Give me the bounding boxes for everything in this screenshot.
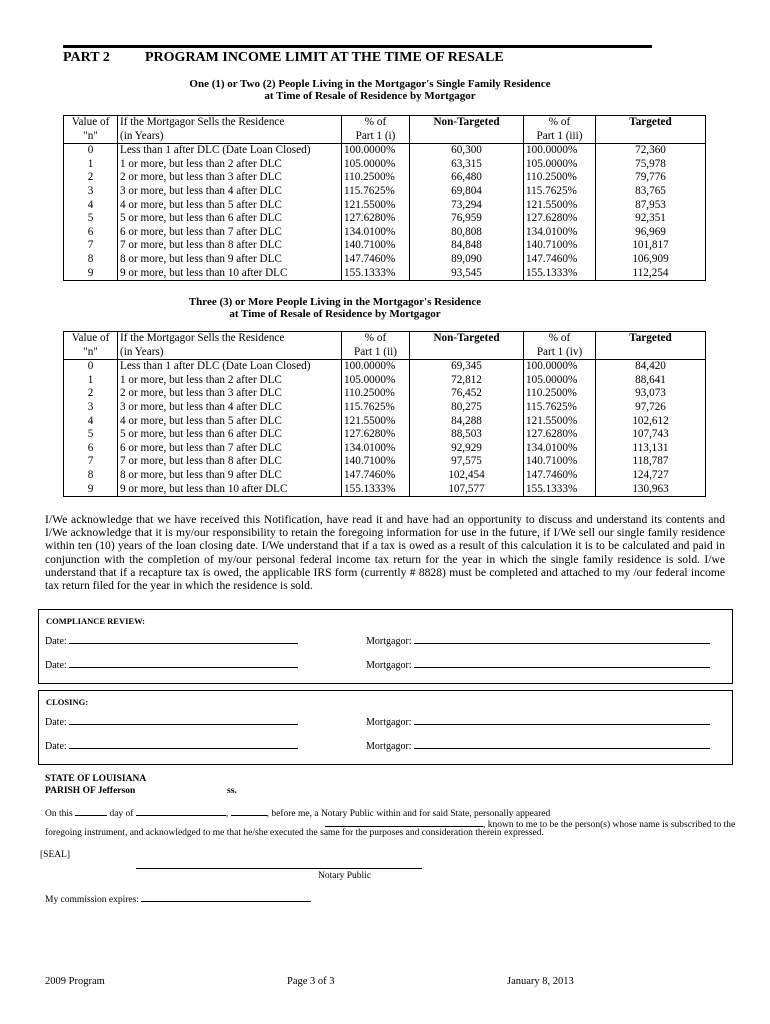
cell-period: 8 or more, but less than 9 after DLC (118, 469, 342, 483)
cell-period: 5 or more, but less than 6 after DLC (118, 212, 342, 226)
cell-n: 3 (64, 185, 118, 199)
cell-targeted: 113,131 (596, 442, 706, 456)
cell-targeted: 75,978 (596, 158, 706, 172)
cell-pct2: 121.5500% (524, 415, 596, 429)
part-heading (63, 50, 504, 66)
cell-period: 6 or more, but less than 7 after DLC (118, 226, 342, 240)
cell-period: 3 or more, but less than 4 after DLC (118, 185, 342, 199)
table-row (64, 415, 706, 429)
compliance-mortgagor-1-field[interactable] (414, 634, 710, 644)
cell-period: 7 or more, but less than 8 after DLC (118, 455, 342, 469)
cell-targeted: 84,420 (596, 360, 706, 374)
closing-mortgagor-2: Mortgagor: (366, 739, 710, 752)
cell-n: 3 (64, 401, 118, 415)
table2-heading (150, 296, 520, 320)
table-row (64, 374, 706, 388)
cell-pct1: 147.7460% (342, 253, 410, 267)
table-row (64, 267, 706, 281)
cell-pct2: 147.7460% (524, 469, 596, 483)
compliance-mortgagor-2: Mortgagor: (366, 658, 710, 671)
cell-nontargeted: 88,503 (410, 428, 524, 442)
cell-period: 3 or more, but less than 4 after DLC (118, 401, 342, 415)
notary-day-field[interactable] (75, 806, 107, 816)
cell-nontargeted: 69,345 (410, 360, 524, 374)
cell-pct1: 134.0100% (342, 442, 410, 456)
table-row (64, 199, 706, 213)
header-sells: If the Mortgagor Sells the Residence (in Years) (118, 332, 342, 360)
notary-ss: ss. (227, 786, 237, 796)
cell-n: 4 (64, 415, 118, 429)
notary-signature-line[interactable] (136, 868, 422, 869)
cell-pct1: 127.6280% (342, 212, 410, 226)
table-row (64, 428, 706, 442)
cell-period: 2 or more, but less than 3 after DLC (118, 387, 342, 401)
notary-state: STATE OF LOUISIANA (45, 774, 147, 784)
cell-nontargeted: 107,577 (410, 483, 524, 497)
table-row (64, 144, 706, 158)
cell-targeted: 102,612 (596, 415, 706, 429)
cell-n: 1 (64, 158, 118, 172)
cell-pct1: 134.0100% (342, 226, 410, 240)
table1-heading-line2: at Time of Resale of Residence by Mortgagor (264, 90, 476, 102)
header-nontargeted: Non-Targeted (410, 332, 524, 360)
notary-on-this-line: On this day of , , before me, a Notary Public within and for said State, personally appeared (45, 806, 550, 819)
closing-box (38, 690, 733, 765)
cell-pct1: 121.5500% (342, 415, 410, 429)
cell-pct2: 127.6280% (524, 428, 596, 442)
footer-page: Page 3 of 3 (287, 976, 335, 987)
header-nontargeted: Non-Targeted (410, 116, 524, 144)
cell-nontargeted: 80,808 (410, 226, 524, 240)
closing-date-2: Date: (45, 739, 298, 752)
acknowledgment-text: I/We acknowledge that we have received this Notification, have read it and have had an opportunity to discuss and understand its contents and I/We acknowledge that it is my/our responsibility to retain the foregoing information for use in the future, if I/We sell our single family residence within ten (10) years of the loan closing date. I/We understand that if a tax is owed as a result of this calculation it is to be calculated and paid in conjunction with the completion of my/our personal federal income tax return for the year in which the single family residence is sold. I/we understand that if a recapture tax is owed, the applicable IRS form (currently # 8828) must be completed and attached to my /our federal income tax return filed for the year in which the residence is sold. (45, 513, 725, 593)
header-value-of: Value of "n" (64, 332, 118, 360)
table-row (64, 455, 706, 469)
table-row (64, 483, 706, 497)
cell-targeted: 97,726 (596, 401, 706, 415)
cell-nontargeted: 84,848 (410, 239, 524, 253)
cell-pct2: 105.0000% (524, 158, 596, 172)
compliance-review-label: COMPLIANCE REVIEW: (46, 616, 145, 626)
cell-pct2: 100.0000% (524, 144, 596, 158)
cell-pct2: 105.0000% (524, 374, 596, 388)
cell-nontargeted: 84,288 (410, 415, 524, 429)
footer-date: January 8, 2013 (507, 976, 574, 987)
cell-targeted: 93,073 (596, 387, 706, 401)
cell-targeted: 101,817 (596, 239, 706, 253)
header-pct2: % of Part 1 (iv) (524, 332, 596, 360)
notary-month-field[interactable] (136, 806, 226, 816)
cell-nontargeted: 69,804 (410, 185, 524, 199)
cell-n: 2 (64, 171, 118, 185)
cell-targeted: 112,254 (596, 267, 706, 281)
header-value-of: Value of "n" (64, 116, 118, 144)
cell-period: 6 or more, but less than 7 after DLC (118, 442, 342, 456)
cell-nontargeted: 73,294 (410, 199, 524, 213)
compliance-date-1: Date: (45, 634, 298, 647)
cell-targeted: 124,727 (596, 469, 706, 483)
cell-n: 7 (64, 455, 118, 469)
cell-pct2: 127.6280% (524, 212, 596, 226)
notary-person-field[interactable] (325, 817, 483, 827)
cell-period: 5 or more, but less than 6 after DLC (118, 428, 342, 442)
cell-pct2: 110.2500% (524, 387, 596, 401)
notary-known-line: , known to me to be the person(s) whose name is subscribed to the (325, 817, 735, 830)
cell-pct2: 155.1333% (524, 483, 596, 497)
table-row (64, 212, 706, 226)
cell-pct1: 110.2500% (342, 387, 410, 401)
cell-pct2: 121.5500% (524, 199, 596, 213)
cell-n: 0 (64, 360, 118, 374)
cell-nontargeted: 97,575 (410, 455, 524, 469)
cell-n: 7 (64, 239, 118, 253)
compliance-date-1-field[interactable] (69, 634, 298, 644)
header-pct2: % of Part 1 (iii) (524, 116, 596, 144)
cell-nontargeted: 89,090 (410, 253, 524, 267)
top-rule (63, 45, 652, 48)
table-row (64, 387, 706, 401)
closing-date-2-field[interactable] (69, 739, 298, 749)
cell-pct1: 110.2500% (342, 171, 410, 185)
notary-public-label: Notary Public (318, 871, 372, 881)
table-row (64, 239, 706, 253)
cell-nontargeted: 60,300 (410, 144, 524, 158)
cell-pct2: 140.7100% (524, 455, 596, 469)
header-pct1: % of Part 1 (i) (342, 116, 410, 144)
cell-pct1: 140.7100% (342, 239, 410, 253)
cell-period: Less than 1 after DLC (Date Loan Closed) (118, 360, 342, 374)
header-targeted: Targeted (596, 332, 706, 360)
cell-pct1: 155.1333% (342, 267, 410, 281)
cell-nontargeted: 93,545 (410, 267, 524, 281)
closing-mortgagor-1-field[interactable] (414, 715, 710, 725)
compliance-review-box (38, 609, 733, 684)
header-sells: If the Mortgagor Sells the Residence (in Years) (118, 116, 342, 144)
cell-n: 5 (64, 428, 118, 442)
closing-date-1: Date: (45, 715, 298, 728)
table-row (64, 401, 706, 415)
cell-nontargeted: 63,315 (410, 158, 524, 172)
notary-commission: My commission expires: (45, 892, 311, 905)
cell-targeted: 83,765 (596, 185, 706, 199)
cell-nontargeted: 66,480 (410, 171, 524, 185)
cell-n: 2 (64, 387, 118, 401)
table2-heading-line1: Three (3) or More People Living in the Mortgagor's Residence (188, 296, 482, 308)
cell-targeted: 79,776 (596, 171, 706, 185)
notary-foregoing: foregoing instrument, and acknowledged to me that he/she executed the same for the purposes and consideration therein expressed. (45, 828, 544, 838)
cell-pct2: 155.1333% (524, 267, 596, 281)
part-title: PROGRAM INCOME LIMIT AT THE TIME OF RESALE (145, 50, 504, 65)
cell-pct1: 115.7625% (342, 185, 410, 199)
cell-pct2: 147.7460% (524, 253, 596, 267)
table1-heading (150, 78, 590, 102)
table-row (64, 360, 706, 374)
table-row (64, 158, 706, 172)
cell-pct2: 134.0100% (524, 442, 596, 456)
cell-targeted: 106,909 (596, 253, 706, 267)
table-row (64, 226, 706, 240)
cell-pct1: 121.5500% (342, 199, 410, 213)
income-table-2 (63, 331, 706, 497)
footer-program: 2009 Program (45, 976, 105, 987)
cell-targeted: 107,743 (596, 428, 706, 442)
cell-period: Less than 1 after DLC (Date Loan Closed) (118, 144, 342, 158)
part-number: PART 2 (63, 50, 110, 65)
cell-pct1: 140.7100% (342, 455, 410, 469)
notary-parish: PARISH OF Jefferson (45, 786, 136, 796)
cell-n: 4 (64, 199, 118, 213)
cell-pct1: 105.0000% (342, 158, 410, 172)
cell-nontargeted: 76,452 (410, 387, 524, 401)
closing-mortgagor-1: Mortgagor: (366, 715, 710, 728)
cell-targeted: 88,641 (596, 374, 706, 388)
cell-pct1: 155.1333% (342, 483, 410, 497)
table-row (64, 171, 706, 185)
cell-nontargeted: 72,812 (410, 374, 524, 388)
notary-commission-field[interactable] (141, 892, 311, 902)
compliance-date-2-field[interactable] (69, 658, 298, 668)
notary-year-field[interactable] (231, 806, 267, 816)
cell-period: 8 or more, but less than 9 after DLC (118, 253, 342, 267)
closing-label: CLOSING: (46, 697, 89, 707)
cell-n: 6 (64, 442, 118, 456)
cell-period: 2 or more, but less than 3 after DLC (118, 171, 342, 185)
table-row (64, 185, 706, 199)
table1-heading-line1: One (1) or Two (2) People Living in the Mortgagor's Single Family Residence (189, 78, 551, 90)
cell-pct1: 147.7460% (342, 469, 410, 483)
cell-pct1: 105.0000% (342, 374, 410, 388)
cell-n: 8 (64, 253, 118, 267)
cell-n: 9 (64, 267, 118, 281)
header-targeted: Targeted (596, 116, 706, 144)
cell-n: 0 (64, 144, 118, 158)
cell-period: 9 or more, but less than 10 after DLC (118, 483, 342, 497)
cell-pct1: 100.0000% (342, 144, 410, 158)
table-row (64, 442, 706, 456)
cell-period: 4 or more, but less than 5 after DLC (118, 199, 342, 213)
cell-n: 5 (64, 212, 118, 226)
cell-period: 4 or more, but less than 5 after DLC (118, 415, 342, 429)
cell-period: 1 or more, but less than 2 after DLC (118, 374, 342, 388)
cell-pct1: 100.0000% (342, 360, 410, 374)
income-table-1 (63, 115, 706, 281)
cell-period: 1 or more, but less than 2 after DLC (118, 158, 342, 172)
cell-pct2: 140.7100% (524, 239, 596, 253)
cell-targeted: 118,787 (596, 455, 706, 469)
cell-nontargeted: 80,275 (410, 401, 524, 415)
cell-pct1: 127.6280% (342, 428, 410, 442)
cell-pct2: 100.0000% (524, 360, 596, 374)
cell-pct2: 110.2500% (524, 171, 596, 185)
cell-pct2: 134.0100% (524, 226, 596, 240)
cell-n: 8 (64, 469, 118, 483)
header-pct1: % of Part 1 (ii) (342, 332, 410, 360)
cell-nontargeted: 76,959 (410, 212, 524, 226)
closing-mortgagor-2-field[interactable] (414, 739, 710, 749)
cell-period: 7 or more, but less than 8 after DLC (118, 239, 342, 253)
cell-targeted: 130,963 (596, 483, 706, 497)
cell-targeted: 96,969 (596, 226, 706, 240)
cell-nontargeted: 102,454 (410, 469, 524, 483)
compliance-date-2: Date: (45, 658, 298, 671)
table2-heading-line2: at Time of Resale of Residence by Mortgagor (229, 308, 441, 320)
cell-n: 9 (64, 483, 118, 497)
cell-nontargeted: 92,929 (410, 442, 524, 456)
closing-date-1-field[interactable] (69, 715, 298, 725)
compliance-mortgagor-2-field[interactable] (414, 658, 710, 668)
cell-pct2: 115.7625% (524, 401, 596, 415)
compliance-mortgagor-1: Mortgagor: (366, 634, 710, 647)
table-row (64, 469, 706, 483)
cell-pct1: 115.7625% (342, 401, 410, 415)
cell-n: 6 (64, 226, 118, 240)
notary-seal: [SEAL] (40, 850, 71, 860)
cell-targeted: 87,953 (596, 199, 706, 213)
cell-n: 1 (64, 374, 118, 388)
table-row (64, 253, 706, 267)
cell-period: 9 or more, but less than 10 after DLC (118, 267, 342, 281)
cell-pct2: 115.7625% (524, 185, 596, 199)
cell-targeted: 72,360 (596, 144, 706, 158)
cell-targeted: 92,351 (596, 212, 706, 226)
